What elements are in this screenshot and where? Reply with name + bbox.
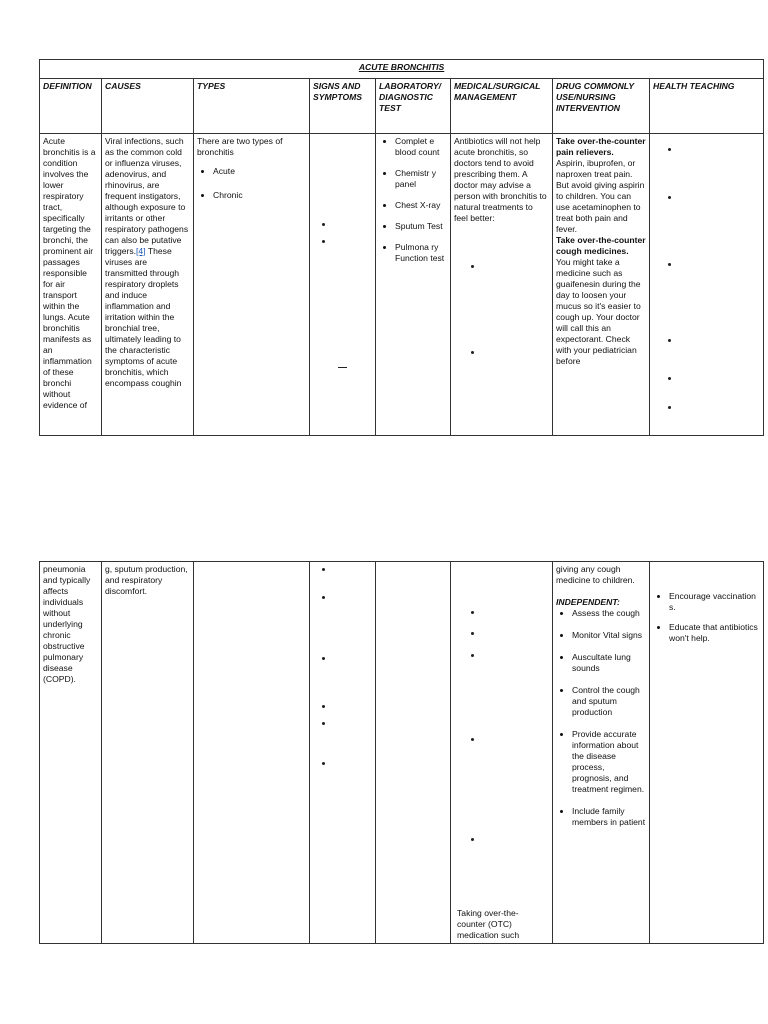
signs-cell	[310, 134, 376, 436]
bullet	[471, 654, 474, 657]
bullet	[322, 568, 325, 571]
list-item: • Include family members in patient	[572, 806, 646, 828]
management-text: Taking over-the-counter (OTC) medication such	[457, 908, 520, 940]
bullet	[322, 705, 325, 708]
types-cell	[194, 562, 310, 944]
drug-heading-cough: Take over-the-counter cough medicines.	[556, 235, 646, 256]
reference-link[interactable]: [4]	[136, 246, 146, 256]
lab-cell	[376, 562, 451, 944]
bullet	[322, 722, 325, 725]
header-drug: DRUG COMMONLY USE/NURSING INTERVENTION	[553, 79, 650, 134]
list-item: • Educate that antibiotics won't help.	[669, 622, 760, 644]
bronchitis-table-page1	[39, 59, 764, 436]
list-item: • Auscultate lung sounds	[572, 652, 646, 674]
causes-text: Viral infections, such as the common cold or influenza viruses, adenovirus, and rhinovirus, are frequent instigators, although exposure to irritants or other respiratory pathogens can also be putative triggers.	[105, 136, 189, 256]
drug-text-cough: You might take a medicine such as guaifenesin during the day to loosen your mucus so it's easier to cough up. Your doctor will call this an expectorant. Check with your pediatrician before	[556, 257, 641, 366]
header-types: TYPES	[194, 79, 310, 134]
header-causes: CAUSES	[102, 79, 194, 134]
list-item: • Chemistr y panel	[395, 168, 447, 190]
drug-cell	[553, 562, 650, 944]
header-health-teaching: HEALTH TEACHING	[650, 79, 764, 134]
definition-cell: Acute bronchitis is a condition involves the lower respiratory tract, specifically targeting the bronchi, the prominent air passages responsible for air transport within the lungs. Acute bronchitis manifests as an inflammation of these bronchi without evidence of	[40, 134, 102, 436]
header-definition: DEFINITION	[40, 79, 102, 134]
list-item: • Sputum Test	[395, 221, 447, 232]
list-item: • Pulmona ry Function test	[395, 242, 447, 264]
causes-text-cont: These viruses are transmitted through respiratory droplets and induce inflammation and irritation within the bronchial tree, ultimately leading to the characteristic symptoms of acute bronchitis, which encompass coughin	[105, 246, 182, 388]
bullet	[668, 196, 671, 199]
dash	[338, 367, 347, 368]
bullet	[471, 351, 474, 354]
header-laboratory: LABORATORY/ DIAGNOSTIC TEST	[376, 79, 451, 134]
bullet	[668, 406, 671, 409]
bullet	[668, 377, 671, 380]
table-row	[40, 134, 764, 436]
bullet	[668, 339, 671, 342]
list-item: • Chronic	[213, 190, 306, 201]
bullet	[322, 223, 325, 226]
types-list	[197, 166, 306, 201]
types-intro: There are two types of bronchitis	[197, 136, 283, 157]
bullet	[471, 838, 474, 841]
health-teaching-cell	[650, 134, 764, 436]
causes-cell: g, sputum production, and respiratory discomfort.	[102, 562, 194, 944]
list-item: • Complet e blood count	[395, 136, 447, 158]
bronchitis-table-page2	[39, 561, 764, 944]
bullet	[322, 657, 325, 660]
list-item: • Provide accurate information about the disease process, prognosis, and treatment regimen.	[572, 729, 646, 795]
table-row	[40, 562, 764, 944]
list-item: • Monitor Vital signs	[572, 630, 646, 641]
list-item: • Control the cough and sputum production	[572, 685, 646, 718]
list-item: • Acute	[213, 166, 306, 177]
definition-cell: pneumonia and typically affects individuals without underlying chronic obstructive pulmonary disease (COPD).	[40, 562, 102, 944]
bullet	[471, 265, 474, 268]
bullet	[471, 632, 474, 635]
bullet	[471, 738, 474, 741]
independent-heading: INDEPENDENT:	[556, 597, 620, 607]
health-teaching-cell	[650, 562, 764, 944]
lab-list	[379, 136, 447, 264]
management-text: Antibiotics will not help acute bronchitis, so doctors tend to avoid prescribing them. A doctor may advise a person with bronchitis to natural treatments to feel better:	[454, 136, 547, 223]
management-cell	[451, 134, 553, 436]
header-row	[40, 79, 764, 134]
causes-cell	[102, 134, 194, 436]
types-cell	[194, 134, 310, 436]
drug-heading-pain: Take over-the-counter pain relievers.	[556, 136, 646, 157]
bullet	[322, 240, 325, 243]
drug-text-cont: giving any cough medicine to children.	[556, 564, 635, 585]
management-cell	[451, 562, 553, 944]
drug-cell	[553, 134, 650, 436]
independent-list	[556, 608, 646, 828]
drug-text-pain: Aspirin, ibuprofen, or naproxen treat pain. But avoid giving aspirin to children. You can use acetaminophen to treat both pain and fever.	[556, 158, 645, 234]
header-signs: SIGNS AND SYMPTOMS	[310, 79, 376, 134]
bullet	[322, 762, 325, 765]
list-item: • Chest X-ray	[395, 200, 447, 211]
bullet	[668, 263, 671, 266]
list-item: • Assess the cough	[572, 608, 646, 619]
list-item: • Encourage vaccination s.	[669, 591, 760, 613]
bullet	[471, 611, 474, 614]
lab-cell	[376, 134, 451, 436]
signs-cell	[310, 562, 376, 944]
bullet	[322, 596, 325, 599]
table-title: ACUTE BRONCHITIS	[40, 60, 764, 79]
bullet	[668, 148, 671, 151]
header-management: MEDICAL/SURGICAL MANAGEMENT	[451, 79, 553, 134]
teaching-list	[653, 591, 760, 644]
